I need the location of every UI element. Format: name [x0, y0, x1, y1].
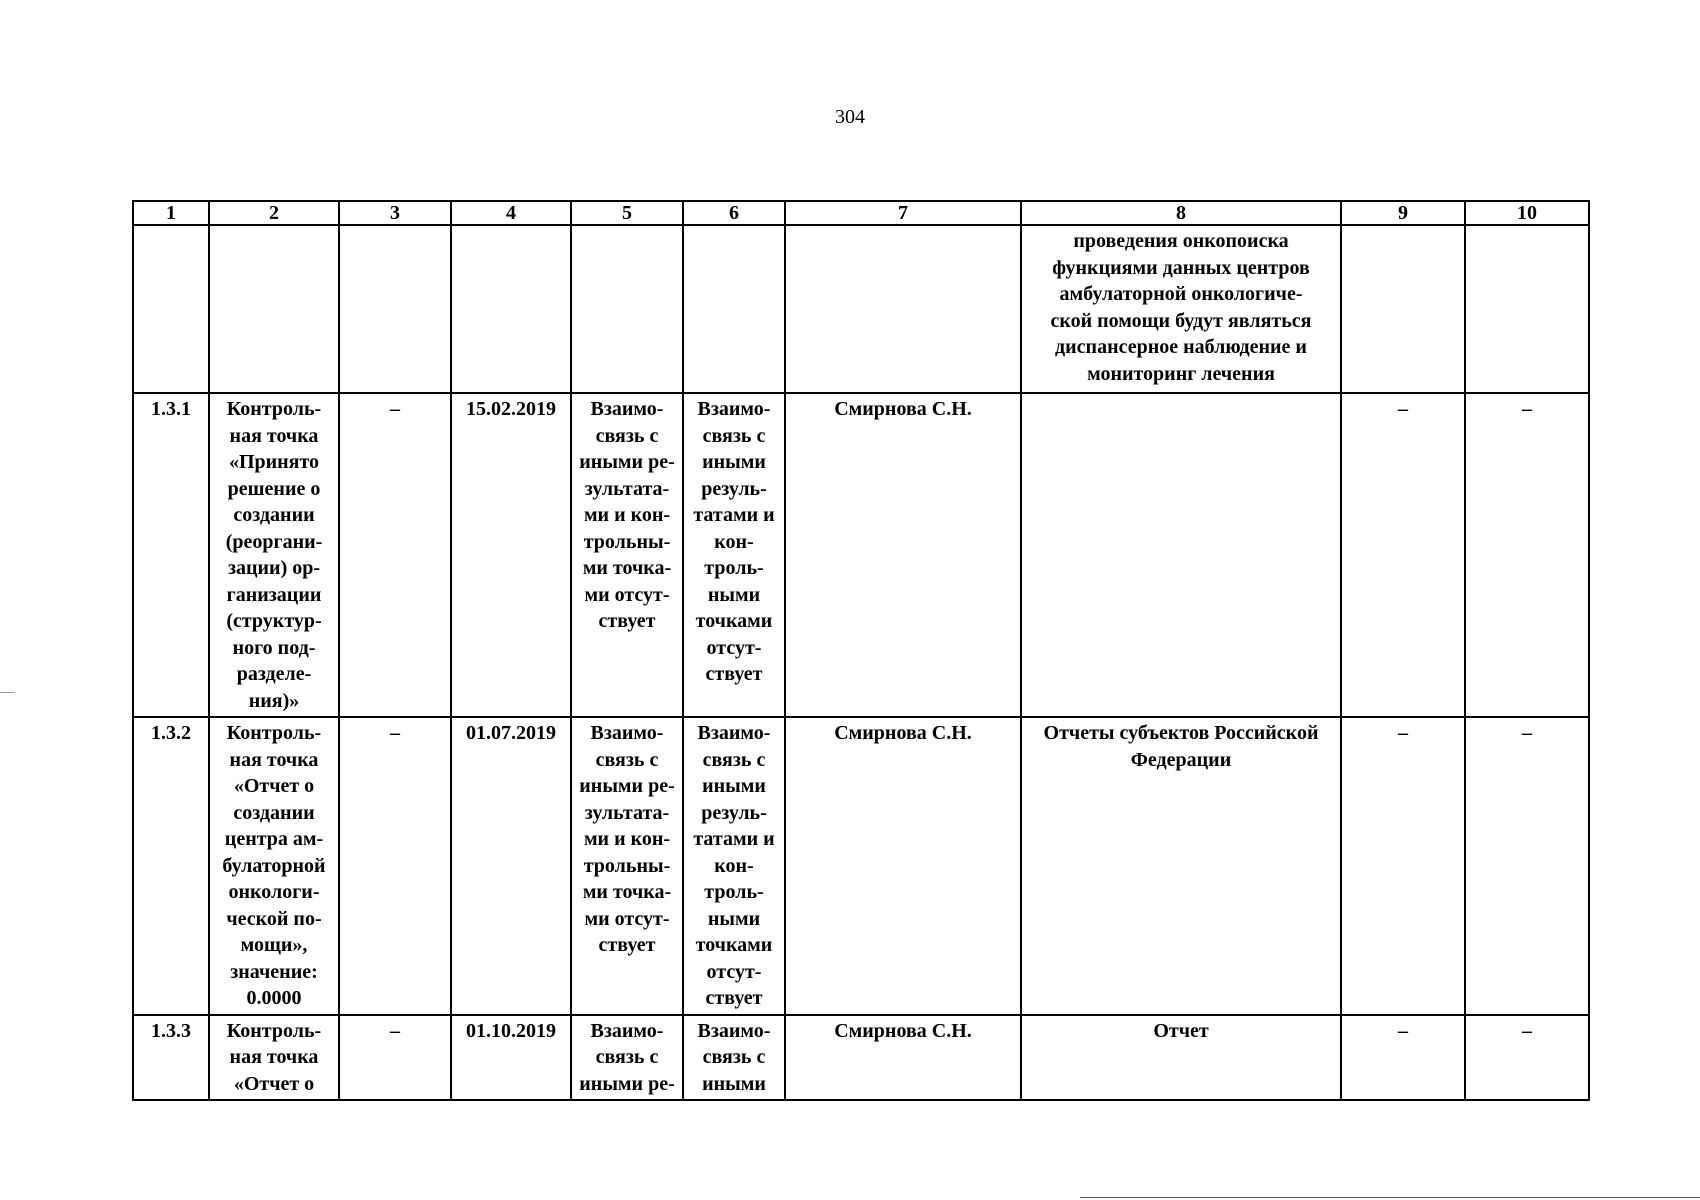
scan-side-mark	[0, 692, 14, 693]
row-date: 01.10.2019	[451, 1015, 571, 1101]
row-col10: –	[1465, 717, 1589, 1015]
header-cell: 5	[571, 201, 683, 225]
row-col3: –	[339, 1015, 451, 1101]
empty-cell	[451, 225, 571, 393]
table-row	[133, 717, 1589, 1015]
row-link-results: Взаимо- связь с иными ре- зультата- ми и кон- трольны- ми точка- ми отсут- ствует	[571, 717, 683, 1015]
page-number: 304	[835, 106, 865, 128]
row-responsible: Смирнова С.Н.	[785, 717, 1021, 1015]
row-title: Контроль- ная точка «Отчет о	[209, 1015, 339, 1101]
row-responsible: Смирнова С.Н.	[785, 1015, 1021, 1101]
empty-cell	[785, 225, 1021, 393]
control-points-table	[132, 200, 1590, 1101]
row-number: 1.3.1	[133, 393, 209, 717]
continuation-row	[133, 225, 1589, 393]
empty-cell	[339, 225, 451, 393]
header-cell: 6	[683, 201, 785, 225]
empty-cell	[133, 225, 209, 393]
row-title: Контроль- ная точка «Принято решение о создании (реоргани- зации) ор- ганизации (структур- ного под- разделе- ния)»	[209, 393, 339, 717]
empty-cell	[571, 225, 683, 393]
row-date: 15.02.2019	[451, 393, 571, 717]
empty-cell	[209, 225, 339, 393]
table-row	[133, 1015, 1589, 1101]
row-col10: –	[1465, 393, 1589, 717]
continuation-text: проведения онкопоиска функциями данных центров амбулаторной онкологиче- ской помощи будут являться диспансерное наблюдение и мониторинг лечения	[1021, 225, 1341, 393]
table-row	[133, 393, 1589, 717]
row-number: 1.3.2	[133, 717, 209, 1015]
row-link-points: Взаимо- связь с иными	[683, 1015, 785, 1101]
row-col9: –	[1341, 393, 1465, 717]
row-responsible: Смирнова С.Н.	[785, 393, 1021, 717]
row-document: Отчеты субъектов Российской Федерации	[1021, 717, 1341, 1015]
row-link-results: Взаимо- связь с иными ре- зультата- ми и кон- трольны- ми точка- ми отсут- ствует	[571, 393, 683, 717]
scan-edge-line	[1080, 1197, 1700, 1198]
row-col10: –	[1465, 1015, 1589, 1101]
row-col3: –	[339, 393, 451, 717]
row-title: Контроль- ная точка «Отчет о создании центра ам- булаторной онкологи- ческой по- мощи», значение: 0.0000	[209, 717, 339, 1015]
row-document	[1021, 393, 1341, 717]
row-link-points: Взаимо- связь с иными резуль- татами и кон- троль- ными точками отсут- ствует	[683, 393, 785, 717]
row-col3: –	[339, 717, 451, 1015]
header-cell: 2	[209, 201, 339, 225]
header-cell: 1	[133, 201, 209, 225]
row-link-results: Взаимо- связь с иными ре-	[571, 1015, 683, 1101]
row-link-points: Взаимо- связь с иными резуль- татами и кон- троль- ными точками отсут- ствует	[683, 717, 785, 1015]
header-cell: 4	[451, 201, 571, 225]
row-date: 01.07.2019	[451, 717, 571, 1015]
empty-cell	[1341, 225, 1465, 393]
row-number: 1.3.3	[133, 1015, 209, 1101]
row-col9: –	[1341, 1015, 1465, 1101]
row-col9: –	[1341, 717, 1465, 1015]
empty-cell	[1465, 225, 1589, 393]
header-cell: 7	[785, 201, 1021, 225]
header-cell: 3	[339, 201, 451, 225]
row-document: Отчет	[1021, 1015, 1341, 1101]
header-cell: 8	[1021, 201, 1341, 225]
empty-cell	[683, 225, 785, 393]
header-cell: 10	[1465, 201, 1589, 225]
header-cell: 9	[1341, 201, 1465, 225]
table-header-row	[133, 201, 1589, 225]
